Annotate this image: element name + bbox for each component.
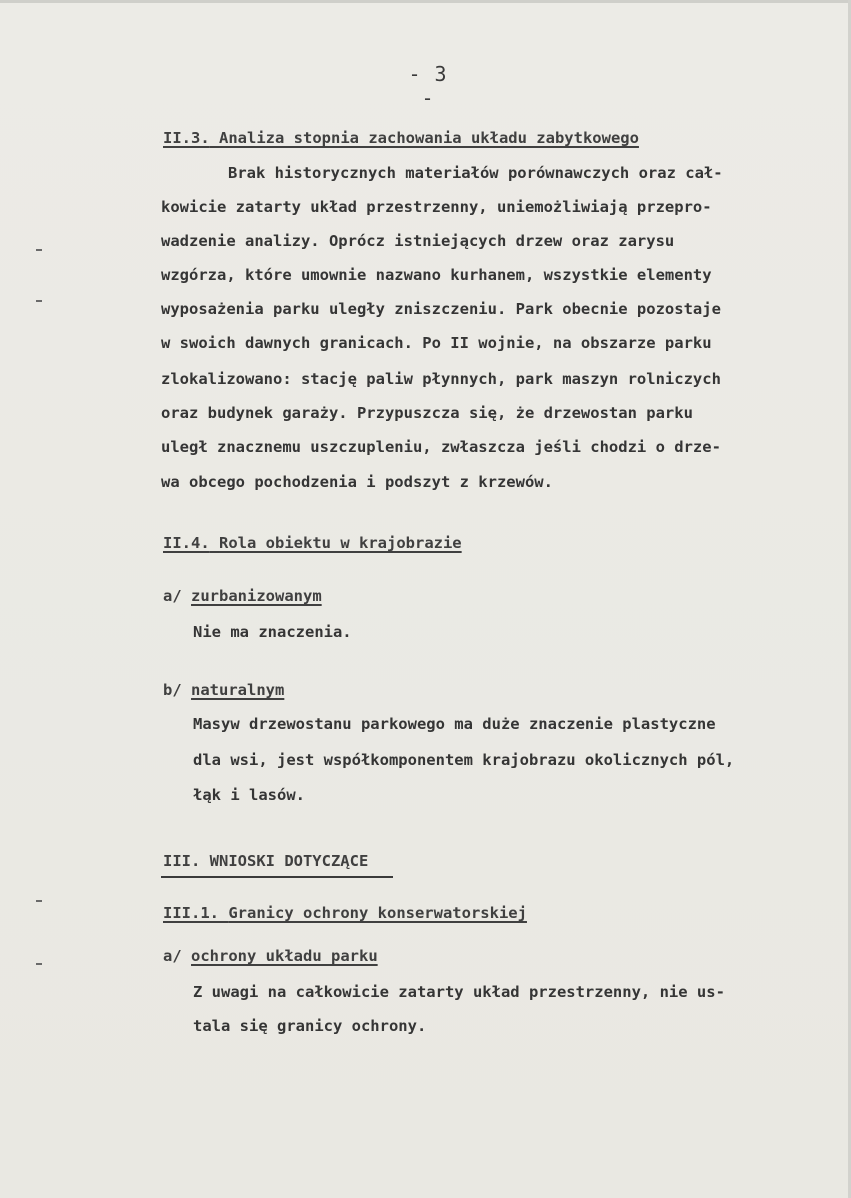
margin-mark: [36, 300, 42, 302]
paragraph-line: łąk i lasów.: [193, 786, 305, 804]
paragraph-line: Brak historycznych materiałów porównawczych oraz cał-: [228, 164, 723, 182]
page-number: - 3 -: [408, 62, 448, 110]
page-edge-top: [0, 0, 851, 3]
paragraph-line: wa obcego pochodzenia i podszyt z krzewów.: [161, 473, 553, 491]
section-number: II.3.: [163, 129, 210, 147]
paragraph-line: w swoich dawnych granicach. Po II wojnie, na obszarze parku: [161, 334, 712, 352]
section-heading-ii3: [163, 128, 639, 148]
section-title: Granicy ochrony konserwatorskiej: [228, 904, 527, 922]
section-number: III.1.: [163, 904, 219, 922]
paragraph-line: Nie ma znaczenia.: [193, 623, 352, 641]
paragraph-line: Z uwagi na całkowicie zatarty układ przestrzenny, nie us-: [193, 983, 725, 1001]
paragraph-line: wyposażenia parku uległy zniszczeniu. Park obecnie pozostaje: [161, 300, 721, 318]
list-marker: a/: [163, 587, 182, 605]
paragraph-line: dla wsi, jest współkomponentem krajobrazu okolicznych pól,: [193, 751, 735, 769]
heading-rule: [161, 876, 393, 878]
section-heading-iii: III. WNIOSKI DOTYCZĄCE: [163, 852, 369, 870]
paragraph-line: tala się granicy ochrony.: [193, 1017, 427, 1035]
subsection-b: [163, 680, 284, 700]
section-title: Rola obiektu w krajobrazie: [219, 534, 462, 552]
margin-mark: [36, 963, 42, 965]
margin-mark: [36, 900, 42, 902]
subsection-a: [163, 586, 322, 606]
paragraph-line: zlokalizowano: stację paliw płynnych, park maszyn rolniczych: [161, 370, 721, 388]
section-title: Analiza stopnia zachowania układu zabytkowego: [219, 129, 639, 147]
list-marker: b/: [163, 681, 182, 699]
paragraph-line: kowicie zatarty układ przestrzenny, uniemożliwiają przepro-: [161, 198, 712, 216]
subsection-title: ochrony układu parku: [191, 947, 378, 965]
subsection-title: zurbanizowanym: [191, 587, 322, 605]
paragraph-line: oraz budynek garaży. Przypuszcza się, że drzewostan parku: [161, 404, 693, 422]
paragraph-line: wzgórza, które umownie nazwano kurhanem, wszystkie elementy: [161, 266, 712, 284]
section-number: II.4.: [163, 534, 210, 552]
subsection-title: naturalnym: [191, 681, 285, 699]
margin-mark: [36, 249, 42, 251]
paragraph-line: uległ znacznemu uszczupleniu, zwłaszcza jeśli chodzi o drze-: [161, 438, 721, 456]
section-heading-iii1: [163, 903, 527, 923]
subsection-a: [163, 946, 378, 966]
list-marker: a/: [163, 947, 182, 965]
paragraph-line: Masyw drzewostanu parkowego ma duże znaczenie plastyczne: [193, 715, 716, 733]
section-heading-ii4: [163, 533, 462, 553]
paragraph-line: wadzenie analizy. Oprócz istniejących drzew oraz zarysu: [161, 232, 675, 250]
